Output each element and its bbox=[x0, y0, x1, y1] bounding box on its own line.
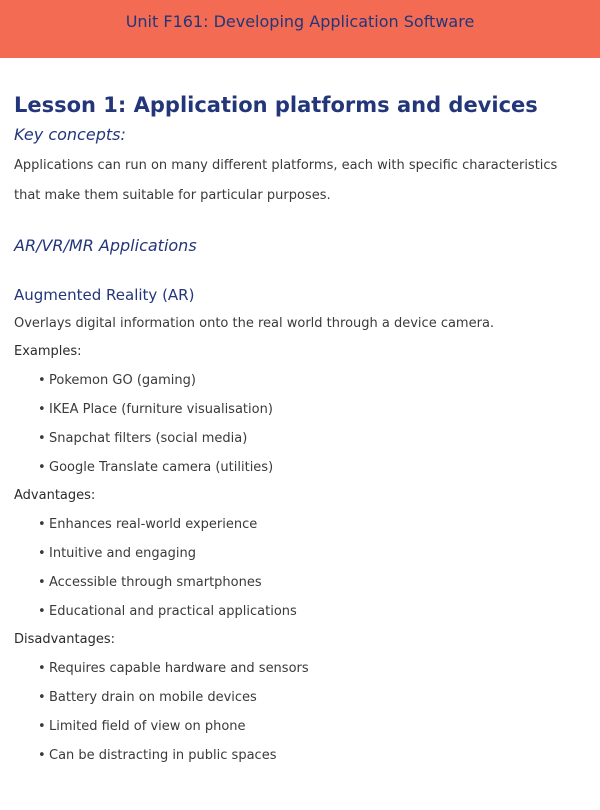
list-item bbox=[38, 660, 586, 677]
disadvantages-list bbox=[14, 660, 586, 764]
bullet-icon: • bbox=[38, 661, 46, 676]
unit-banner bbox=[0, 0, 600, 58]
bullet-icon: • bbox=[38, 690, 46, 705]
list-item-text: Educational and practical applications bbox=[49, 604, 297, 619]
disadvantages-label: Disadvantages: bbox=[14, 632, 115, 647]
lesson-title: Lesson 1: Application platforms and devices bbox=[14, 93, 538, 117]
advantages-list bbox=[14, 516, 586, 620]
list-item bbox=[38, 603, 586, 620]
list-item bbox=[38, 516, 586, 533]
advantages-label: Advantages: bbox=[14, 488, 96, 503]
bullet-icon: • bbox=[38, 431, 46, 446]
list-item bbox=[38, 689, 586, 706]
list-item-text: Battery drain on mobile devices bbox=[49, 690, 257, 705]
bullet-icon: • bbox=[38, 402, 46, 417]
key-concepts-heading: Key concepts: bbox=[14, 125, 126, 144]
list-item-text: Limited field of view on phone bbox=[49, 719, 246, 734]
list-item bbox=[38, 718, 586, 735]
list-item bbox=[38, 372, 586, 389]
ar-description: Overlays digital information onto the real world through a device camera. bbox=[14, 316, 495, 331]
list-item-text: IKEA Place (furniture visualisation) bbox=[49, 402, 273, 417]
section-heading: AR/VR/MR Applications bbox=[14, 236, 197, 255]
list-item-text: Accessible through smartphones bbox=[49, 575, 262, 590]
list-item-text: Google Translate camera (utilities) bbox=[49, 460, 274, 475]
list-item bbox=[38, 545, 586, 562]
intro-paragraph bbox=[14, 151, 586, 211]
bullet-icon: • bbox=[38, 575, 46, 590]
unit-title: Unit F161: Developing Application Software bbox=[125, 11, 475, 31]
bullet-icon: • bbox=[38, 373, 46, 388]
bullet-icon: • bbox=[38, 460, 46, 475]
list-item-text: Intuitive and engaging bbox=[49, 546, 196, 561]
list-item-text: Requires capable hardware and sensors bbox=[49, 661, 309, 676]
list-item bbox=[38, 401, 586, 418]
bullet-icon: • bbox=[38, 517, 46, 532]
list-item bbox=[38, 459, 586, 476]
intro-line-1: Applications can run on many different platforms, each with specific characteristics bbox=[14, 158, 558, 173]
bullet-icon: • bbox=[38, 604, 46, 619]
examples-list bbox=[14, 372, 586, 476]
lesson-content bbox=[0, 92, 600, 764]
list-item bbox=[38, 430, 586, 447]
bullet-icon: • bbox=[38, 748, 46, 763]
bullet-icon: • bbox=[38, 719, 46, 734]
bullet-icon: • bbox=[38, 546, 46, 561]
list-item-text: Pokemon GO (gaming) bbox=[49, 373, 196, 388]
list-item-text: Can be distracting in public spaces bbox=[49, 748, 277, 763]
list-item bbox=[38, 747, 586, 764]
examples-label: Examples: bbox=[14, 344, 82, 359]
list-item-text: Enhances real-world experience bbox=[49, 517, 258, 532]
ar-heading: Augmented Reality (AR) bbox=[14, 286, 195, 304]
intro-line-2: that make them suitable for particular purposes. bbox=[14, 188, 331, 203]
list-item bbox=[38, 574, 586, 591]
list-item-text: Snapchat filters (social media) bbox=[49, 431, 248, 446]
